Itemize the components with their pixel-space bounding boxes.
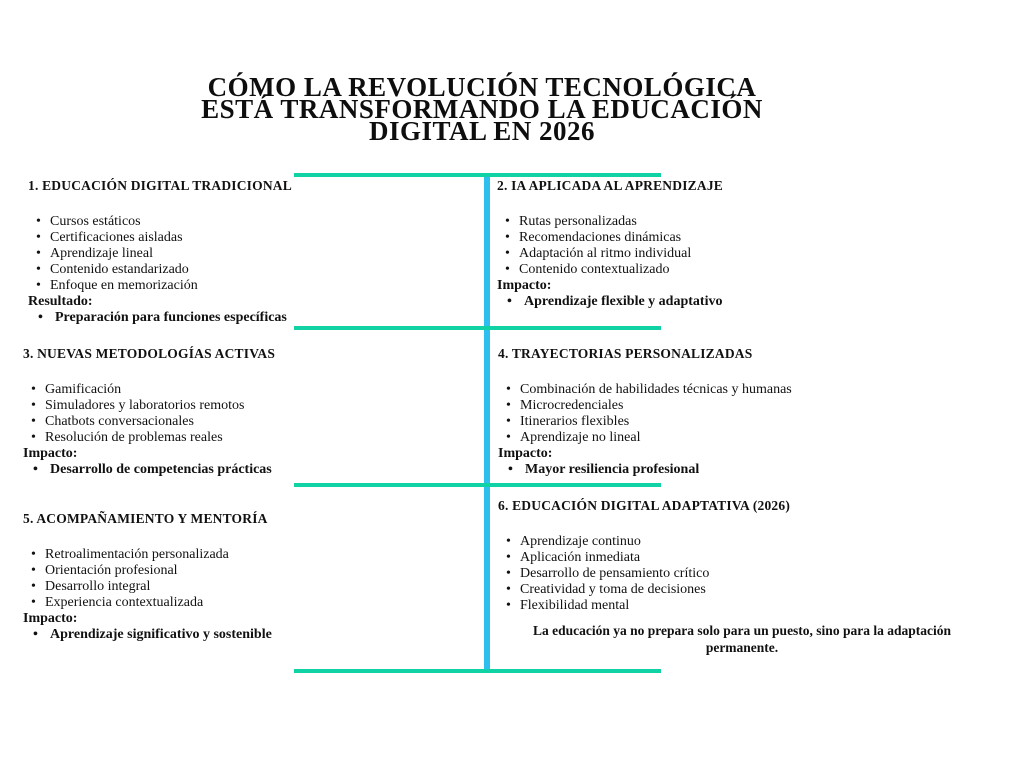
bullet-item: • Aprendizaje no lineal: [506, 430, 986, 446]
vertical-divider-line: [484, 173, 490, 673]
section-3-heading: 3. NUEVAS METODOLOGÍAS ACTIVAS: [23, 346, 276, 361]
section-4-heading: 4. TRAYECTORIAS PERSONALIZADAS: [498, 346, 753, 361]
bullet-item: • Creatividad y toma de decisiones: [506, 582, 986, 598]
bullet-item: • Contenido contextualizado: [505, 262, 985, 278]
section-1-outcome-list: [28, 310, 473, 326]
bullet-item: • Flexibilidad mental: [506, 598, 986, 614]
title-line-2: ESTÁ TRANSFORMANDO LA EDUCACIÓN: [201, 94, 763, 124]
section-6-bullet-list: [498, 534, 986, 614]
bullet-item: • Recomendaciones dinámicas: [505, 230, 985, 246]
result-label: Resultado:: [28, 294, 93, 309]
section-1-heading: 1. EDUCACIÓN DIGITAL TRADICIONAL: [28, 178, 292, 193]
section-2-heading: 2. IA APLICADA AL APRENDIZAJE: [497, 178, 723, 193]
section-6-heading: 6. EDUCACIÓN DIGITAL ADAPTATIVA (2026): [498, 498, 791, 513]
section-2-outcome-list: [497, 294, 985, 310]
impact-label: Impacto:: [497, 278, 552, 293]
bullet-item: • Chatbots conversacionales: [31, 414, 468, 430]
bullet-item: • Itinerarios flexibles: [506, 414, 986, 430]
horizontal-divider-line-1: [294, 173, 661, 177]
bullet-item: • Contenido estandarizado: [36, 262, 473, 278]
outcome-item: • Preparación para funciones específicas: [38, 310, 473, 326]
section-3-bullet-list: [23, 382, 468, 446]
bullet-item: • Cursos estáticos: [36, 214, 473, 230]
bullet-item: • Desarrollo de pensamiento crítico: [506, 566, 986, 582]
section-1-bullet-list: [28, 214, 473, 294]
bullet-item: • Rutas personalizadas: [505, 214, 985, 230]
section-2-bullet-list: [497, 214, 985, 278]
section-nuevas-metodologias-activas: [23, 346, 468, 478]
title-line-3: DIGITAL EN 2026: [368, 116, 596, 146]
horizontal-divider-line-2: [294, 326, 661, 330]
conclusion-note: La educación ya no prepara solo para un puesto, sino para la adaptación permanente.: [533, 623, 951, 655]
section-4-outcome-list: [498, 462, 986, 478]
horizontal-divider-line-3: [294, 483, 661, 487]
bullet-item: • Aprendizaje lineal: [36, 246, 473, 262]
section-4-bullet-list: [498, 382, 986, 446]
outcome-item: • Desarrollo de competencias prácticas: [33, 462, 468, 478]
section-5-bullet-list: [23, 547, 468, 611]
section-acompanamiento-y-mentoria: [23, 511, 468, 643]
bullet-item: • Aplicación inmediata: [506, 550, 986, 566]
section-5-heading: 5. ACOMPAÑAMIENTO Y MENTORÍA: [23, 511, 268, 526]
bullet-item: • Gamificación: [31, 382, 468, 398]
bullet-item: • Retroalimentación personalizada: [31, 547, 468, 563]
impact-label: Impacto:: [23, 446, 78, 461]
section-educacion-digital-adaptativa: [498, 498, 986, 656]
impact-label: Impacto:: [498, 446, 553, 461]
page-title: [0, 72, 964, 146]
bullet-item: • Certificaciones aisladas: [36, 230, 473, 246]
title-line-1: CÓMO LA REVOLUCIÓN TECNOLÓGICA: [207, 72, 757, 102]
bullet-item: • Experiencia contextualizada: [31, 595, 468, 611]
bullet-item: • Desarrollo integral: [31, 579, 468, 595]
bullet-item: • Simuladores y laboratorios remotos: [31, 398, 468, 414]
bullet-item: • Resolución de problemas reales: [31, 430, 468, 446]
outcome-item: • Aprendizaje flexible y adaptativo: [507, 294, 985, 310]
section-5-outcome-list: [23, 627, 468, 643]
section-ia-aplicada-al-aprendizaje: [497, 178, 985, 310]
bullet-item: • Orientación profesional: [31, 563, 468, 579]
bullet-item: • Aprendizaje continuo: [506, 534, 986, 550]
section-educacion-digital-tradicional: [28, 178, 473, 326]
impact-label: Impacto:: [23, 611, 78, 626]
section-3-outcome-list: [23, 462, 468, 478]
horizontal-divider-line-4: [294, 669, 661, 673]
bullet-item: • Combinación de habilidades técnicas y humanas: [506, 382, 986, 398]
bullet-item: • Microcredenciales: [506, 398, 986, 414]
bullet-item: • Enfoque en memorización: [36, 278, 473, 294]
section-trayectorias-personalizadas: [498, 346, 986, 478]
outcome-item: • Mayor resiliencia profesional: [508, 462, 986, 478]
bullet-item: • Adaptación al ritmo individual: [505, 246, 985, 262]
outcome-item: • Aprendizaje significativo y sostenible: [33, 627, 468, 643]
